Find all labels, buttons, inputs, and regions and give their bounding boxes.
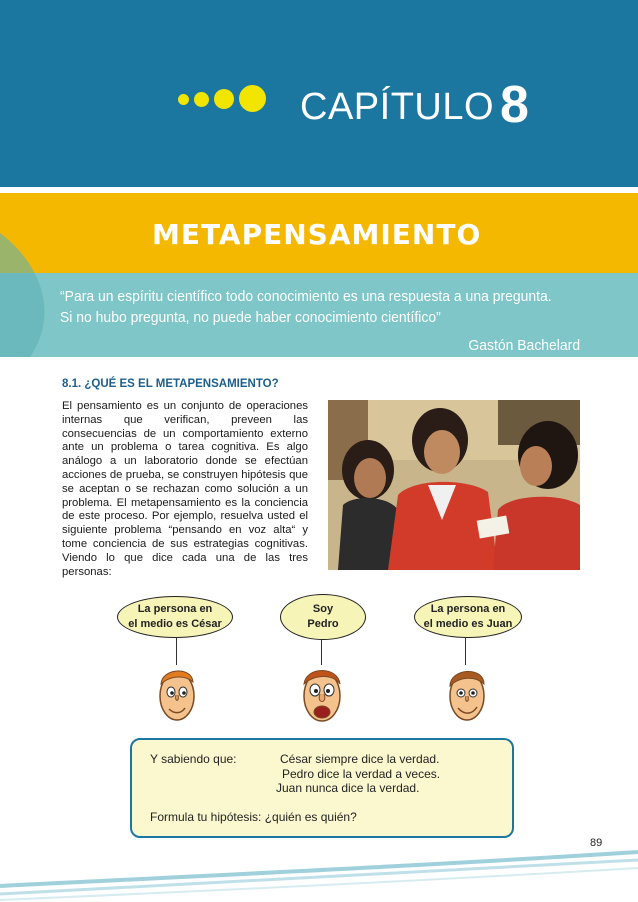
students-photo [328,400,580,570]
problem-info-box [130,738,514,838]
speech-bubble-right [414,596,522,638]
bubble-right-line1: La persona en [430,603,506,615]
cartoon-face-right-icon [442,662,492,726]
chapter-number: 8 [500,76,530,134]
bubble-left-line1: La persona en [137,603,213,615]
epigraph-quote: “Para un espíritu científico todo conocimiento es una respuesta a una pregunta. Si no hubo pregunta, no puede haber conocimiento científico” [60,288,552,326]
chapter-heading [300,76,530,134]
chapter-label: CAPÍTULO [300,86,495,128]
info-fact-pedro: Pedro dice la verdad a veces. [282,767,441,781]
speech-bubble-center [280,594,366,640]
speech-bubble-left [117,596,233,638]
info-fact-cesar: César siempre dice la verdad. [280,752,440,766]
bubble-tail-right [465,637,466,665]
info-label: Y sabiendo que: [150,752,237,766]
section-heading: 8.1. ¿QUÉ ES EL METAPENSAMIENTO? [62,378,279,390]
info-fact-juan: Juan nunca dice la verdad. [276,781,420,795]
bubble-tail-left [176,637,177,665]
cartoon-face-center-icon [296,662,348,728]
info-hypothesis-prompt: Formula tu hipótesis: ¿quién es quién? [150,810,357,824]
bubble-center-line2: Pedro [307,618,339,630]
page-title: METAPENSAMIENTO [152,218,482,251]
section-body-text: El pensamiento es un conjunto de operaciones internas que verifican, preveen las consecuencias de un comportamiento externo ante un problema o tarea cognitiva. Es algo análogo a un laboratorio donde se efectúan acciones de prueba, se construyen hipótesis que se aceptan o se rechazan como solución a un problema. El metapensamiento es la conciencia de este proceso. Por ejemplo, resuelva usted el siguiente problema “pensando en voz alta“ y tome conciencia de sus estrategias cognitivas. Viendo lo que dice cada una de las tres personas: [62,400,308,578]
quote-author: Gastón Bachelard [468,337,580,354]
footer-wave-decoration [0,846,638,902]
bubble-left-line2: el medio es César [128,618,222,630]
cartoon-face-left-icon [152,662,202,726]
bubble-right-line2: el medio es Juan [423,618,513,630]
bubble-center-line1: Soy [312,603,334,615]
page-number: 89 [590,837,603,849]
